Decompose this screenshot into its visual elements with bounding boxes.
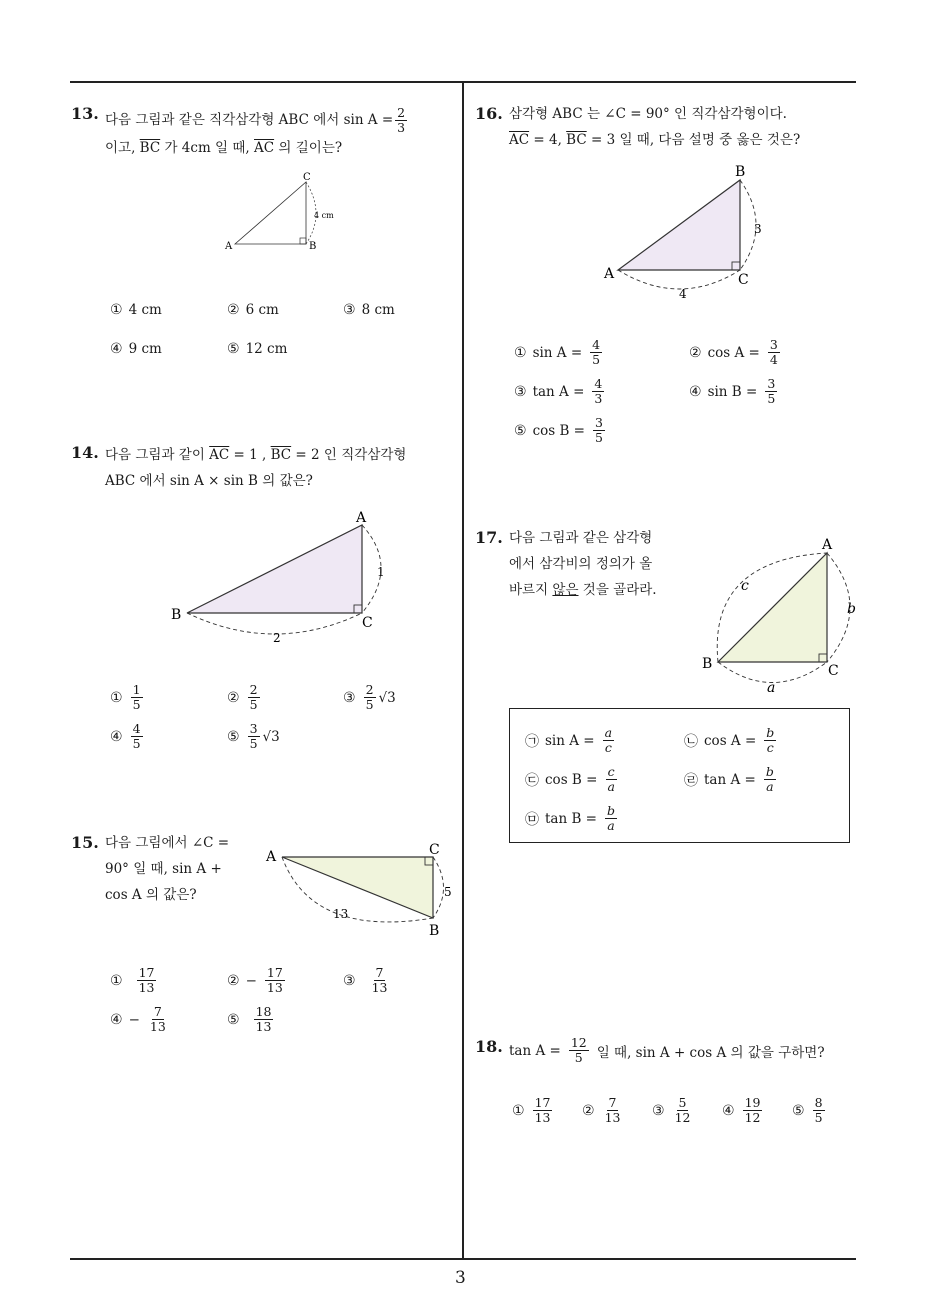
numerator: b [766, 725, 775, 740]
option-mark: ③ [343, 972, 356, 989]
segment-label: $\overline{BC}$ [139, 140, 161, 156]
radical: √3 [378, 689, 396, 706]
vertex-c: C [828, 663, 839, 679]
question-text [509, 1036, 825, 1065]
side-b-label: b [847, 601, 856, 617]
option-1[interactable] [110, 683, 145, 712]
option-mark: ② [227, 302, 240, 318]
fraction [131, 722, 143, 751]
numerator: 17 [534, 1095, 551, 1110]
option-mark: ④ [689, 383, 702, 400]
denominator: 5 [249, 697, 258, 712]
vertex-a: A [356, 510, 367, 526]
question-line: 다음 그림과 같은 삼각형 [509, 530, 653, 546]
fraction [148, 1005, 168, 1034]
question-line [105, 442, 450, 468]
numerator: 19 [744, 1095, 761, 1110]
choice-mark: ㉣ [684, 772, 698, 789]
side-ac-label: 1 [377, 565, 385, 579]
fraction [743, 1096, 763, 1125]
numerator: a [604, 725, 613, 740]
option-expr: sin A = [532, 344, 583, 361]
fraction [813, 1096, 825, 1125]
side-label: 4 cm [314, 211, 334, 220]
option-mark: ① [512, 1102, 525, 1119]
numerator: 3 [769, 337, 778, 352]
text: = 1 , [229, 447, 271, 463]
denominator: 13 [138, 980, 155, 995]
option-mark: ③ [652, 1102, 665, 1119]
choice-2[interactable] [684, 726, 778, 755]
denominator: 13 [371, 980, 388, 995]
denominator: c [604, 740, 612, 755]
option-mark: ⑤ [792, 1102, 805, 1119]
option-1[interactable] [514, 338, 604, 367]
fraction [603, 1096, 623, 1125]
text: 다음 그림과 같은 직각삼각형 ABC 에서 sin A = [105, 112, 394, 128]
choice-5[interactable] [525, 804, 619, 833]
denominator: 5 [132, 736, 141, 751]
choice-expr: tan A = [704, 771, 756, 788]
bottom-rule [70, 1258, 856, 1260]
option-mark: ③ [343, 689, 356, 706]
figure-triangle-13 [220, 170, 350, 260]
option-text: 4 cm [128, 302, 162, 318]
page-number: 3 [455, 1268, 466, 1288]
choice-mark: ㉡ [684, 733, 698, 750]
numerator: 3 [249, 721, 258, 736]
segment-label: $\overline{AC}$ [209, 447, 230, 463]
numerator: 2 [397, 105, 406, 120]
option-2[interactable] [689, 338, 782, 367]
question-line: 90° 일 때, sin A + [105, 861, 222, 877]
denominator: 13 [534, 1110, 551, 1125]
question-text [105, 830, 255, 908]
numerator: 7 [375, 965, 384, 980]
numerator: 3 [595, 415, 603, 430]
fraction [248, 722, 260, 751]
numerator: 12 [570, 1035, 587, 1050]
option-3[interactable] [343, 302, 395, 318]
right-angle-mark [300, 238, 306, 244]
question-number: 14. [71, 443, 99, 462]
fraction [765, 377, 777, 406]
sign: − [245, 972, 257, 989]
question-text [105, 442, 450, 494]
option-3[interactable] [343, 683, 396, 712]
choice-expr: cos A = [704, 732, 757, 749]
segment-label: $\overline{AC}$ [254, 140, 275, 156]
denominator: 13 [266, 980, 283, 995]
question-line [105, 106, 450, 135]
side-bc-label: 5 [444, 885, 452, 899]
column-divider [462, 81, 464, 1259]
option-mark: ⑤ [514, 422, 527, 439]
text: tan A = [509, 1042, 561, 1059]
denominator: 3 [397, 120, 406, 135]
option-2[interactable] [227, 302, 279, 318]
denominator: 12 [744, 1110, 761, 1125]
question-number: 15. [71, 833, 99, 852]
fraction [370, 966, 390, 995]
question-number: 13. [71, 104, 99, 123]
choice-4[interactable] [684, 765, 778, 794]
question-line: cos A 의 값은? [105, 887, 197, 903]
option-mark: ⑤ [227, 728, 240, 745]
side-bc-label: 3 [754, 222, 762, 236]
question-number: 17. [475, 528, 503, 547]
option-mark: ① [514, 344, 527, 361]
option-1[interactable] [512, 1096, 554, 1125]
fraction [764, 765, 776, 794]
triangle [282, 857, 433, 918]
option-mark: ⑤ [227, 341, 240, 357]
option-mark: ③ [514, 383, 527, 400]
vertex-a: A [266, 849, 277, 865]
denominator: 5 [365, 697, 374, 712]
vertex-b: B [429, 923, 440, 939]
triangle [718, 553, 827, 662]
triangle [618, 180, 740, 270]
denominator: 5 [249, 736, 258, 751]
question-line: ABC 에서 sin A × sin B 의 값은? [105, 473, 313, 489]
option-mark: ③ [343, 302, 356, 318]
option-mark: ① [110, 972, 123, 989]
numerator: 4 [594, 376, 603, 391]
option-mark: ② [582, 1102, 595, 1119]
fraction [254, 1005, 274, 1034]
vertex-b: B [702, 656, 713, 672]
numerator: b [606, 803, 615, 818]
vertex-b: B [171, 607, 182, 623]
numerator: 7 [608, 1095, 617, 1110]
vertex-a: A [604, 266, 615, 282]
question-text [105, 106, 450, 161]
option-3[interactable] [343, 966, 391, 995]
question-line [509, 577, 699, 603]
option-3[interactable] [514, 377, 606, 406]
option-mark: ④ [110, 728, 123, 745]
denominator: 5 [592, 352, 601, 367]
numerator: c [607, 764, 615, 779]
numerator: 8 [814, 1095, 823, 1110]
denominator: 13 [255, 1019, 272, 1034]
numerator: 2 [365, 682, 374, 697]
fraction [248, 683, 260, 712]
denominator: 5 [814, 1110, 823, 1125]
figure-triangle-17 [698, 535, 863, 695]
question-line: 에서 삼각비의 정의가 올 [509, 556, 653, 572]
numerator: b [765, 764, 774, 779]
question-line: 다음 그림에서 ∠C = [105, 835, 230, 851]
figure-triangle-14 [165, 505, 405, 650]
option-text: 9 cm [128, 341, 162, 357]
vertex-c: C [429, 842, 440, 858]
denominator: c [766, 740, 774, 755]
numerator: 3 [767, 376, 776, 391]
vertex-c: C [303, 172, 311, 183]
numerator: 7 [153, 1004, 162, 1019]
denominator: 5 [595, 430, 603, 445]
question-line: 삼각형 ABC 는 ∠C = 90° 인 직각삼각형이다. [509, 106, 787, 122]
text: 가 4cm 일 때, [160, 140, 255, 156]
choice-mark: ㉢ [525, 772, 539, 789]
option-4[interactable] [722, 1096, 764, 1125]
option-mark: ② [689, 344, 702, 361]
text: 다음 그림과 같이 [105, 447, 210, 463]
option-2[interactable] [227, 683, 262, 712]
question-number: 18. [475, 1037, 503, 1056]
vertex-c: C [738, 272, 749, 288]
choice-expr: cos B = [545, 771, 598, 788]
fraction [764, 726, 776, 755]
choice-1[interactable] [525, 726, 616, 755]
underlined-word: 않은 [552, 582, 579, 598]
option-mark: ② [227, 972, 240, 989]
vertex-c: C [362, 615, 373, 631]
numerator: 4 [592, 337, 601, 352]
fraction [605, 804, 617, 833]
fraction [593, 416, 605, 445]
fraction [533, 1096, 553, 1125]
option-mark: ④ [110, 1011, 123, 1028]
denominator: a [766, 779, 774, 794]
option-text: 6 cm [245, 302, 279, 318]
option-2[interactable] [582, 1096, 624, 1125]
question-text [509, 525, 699, 603]
segment-label: $\overline{AC}$ [509, 132, 530, 148]
question-line [509, 127, 854, 153]
fraction [592, 377, 604, 406]
numerator: 1 [132, 682, 141, 697]
side-ac-label: 4 [679, 287, 687, 301]
side-c-label: c [741, 578, 749, 594]
sign: − [128, 1011, 140, 1028]
triangle [187, 525, 362, 613]
fraction [605, 765, 616, 794]
option-mark: ② [227, 689, 240, 706]
numerator: 17 [266, 965, 283, 980]
fraction [569, 1036, 589, 1065]
fraction [364, 683, 376, 712]
figure-triangle-16 [600, 160, 780, 305]
text: 이고, [105, 140, 140, 156]
side-bc-label: 2 [273, 631, 281, 645]
fraction [131, 683, 143, 712]
text: = 2 인 직각삼각형 [291, 447, 407, 463]
numerator: 18 [255, 1004, 272, 1019]
option-4[interactable] [110, 1005, 170, 1034]
numerator: 2 [249, 682, 258, 697]
choice-expr: tan B = [545, 810, 597, 827]
choice-expr: sin A = [545, 732, 595, 749]
vertex-a: A [225, 241, 233, 252]
option-5[interactable] [227, 341, 287, 357]
option-text: 8 cm [361, 302, 395, 318]
option-text: 12 cm [245, 341, 288, 357]
fraction [395, 106, 407, 135]
option-1[interactable] [110, 302, 162, 318]
fraction [265, 966, 285, 995]
option-4[interactable] [689, 377, 779, 406]
denominator: 5 [132, 697, 141, 712]
vertex-b: B [309, 241, 317, 252]
option-mark: ④ [110, 341, 123, 357]
vertex-a: A [822, 537, 833, 553]
triangle [235, 182, 306, 244]
fraction [590, 338, 602, 367]
text: = 3 일 때, 다음 설명 중 옳은 것은? [586, 132, 801, 148]
question-number: 16. [475, 104, 503, 123]
option-5[interactable] [514, 416, 607, 445]
vertex-b: B [735, 164, 746, 180]
option-expr: sin B = [707, 383, 758, 400]
option-4[interactable] [110, 722, 145, 751]
option-5[interactable] [227, 1005, 275, 1034]
text: 일 때, sin A + cos A 의 값을 구하면? [596, 1044, 825, 1061]
denominator: a [607, 779, 615, 794]
option-mark: ① [110, 689, 123, 706]
question-text [509, 101, 854, 153]
option-5[interactable] [227, 722, 280, 751]
denominator: 3 [594, 391, 603, 406]
option-mark: ① [110, 302, 123, 318]
option-3[interactable] [652, 1096, 694, 1125]
segment-label: $\overline{BC}$ [566, 132, 587, 148]
text: 것을 골라라. [578, 582, 657, 598]
figure-triangle-15 [262, 838, 462, 943]
denominator: 12 [674, 1110, 691, 1125]
choice-mark: ㉤ [525, 811, 539, 828]
numerator: 4 [132, 721, 141, 736]
fraction [137, 966, 157, 995]
option-expr: cos A = [707, 344, 760, 361]
side-ab-label: 13 [333, 907, 349, 921]
option-expr: tan A = [532, 383, 585, 400]
text: 바르지 [509, 582, 553, 598]
option-mark: ⑤ [227, 1011, 240, 1028]
numerator: 5 [678, 1095, 687, 1110]
option-mark: ④ [722, 1102, 735, 1119]
option-expr: cos B = [532, 422, 585, 439]
denominator: 5 [767, 391, 776, 406]
text: 의 길이는? [274, 140, 343, 156]
option-4[interactable] [110, 341, 162, 357]
denominator: 5 [574, 1050, 583, 1065]
dashed-arc-bc [433, 857, 444, 918]
question-line [105, 135, 450, 161]
denominator: 13 [149, 1019, 166, 1034]
fraction [673, 1096, 693, 1125]
denominator: 13 [604, 1110, 621, 1125]
segment-label: $\overline{BC}$ [270, 447, 292, 463]
numerator: 17 [138, 965, 155, 980]
option-1[interactable] [110, 966, 158, 995]
denominator: a [607, 818, 615, 833]
choice-mark: ㉠ [525, 733, 539, 750]
denominator: 4 [769, 352, 778, 367]
radical: √3 [262, 728, 280, 745]
fraction [603, 726, 614, 755]
side-a-label: a [767, 680, 776, 695]
option-5[interactable] [792, 1096, 827, 1125]
option-2[interactable] [227, 966, 287, 995]
text: = 4, [529, 132, 567, 148]
fraction [768, 338, 780, 367]
choice-3[interactable] [525, 765, 619, 794]
